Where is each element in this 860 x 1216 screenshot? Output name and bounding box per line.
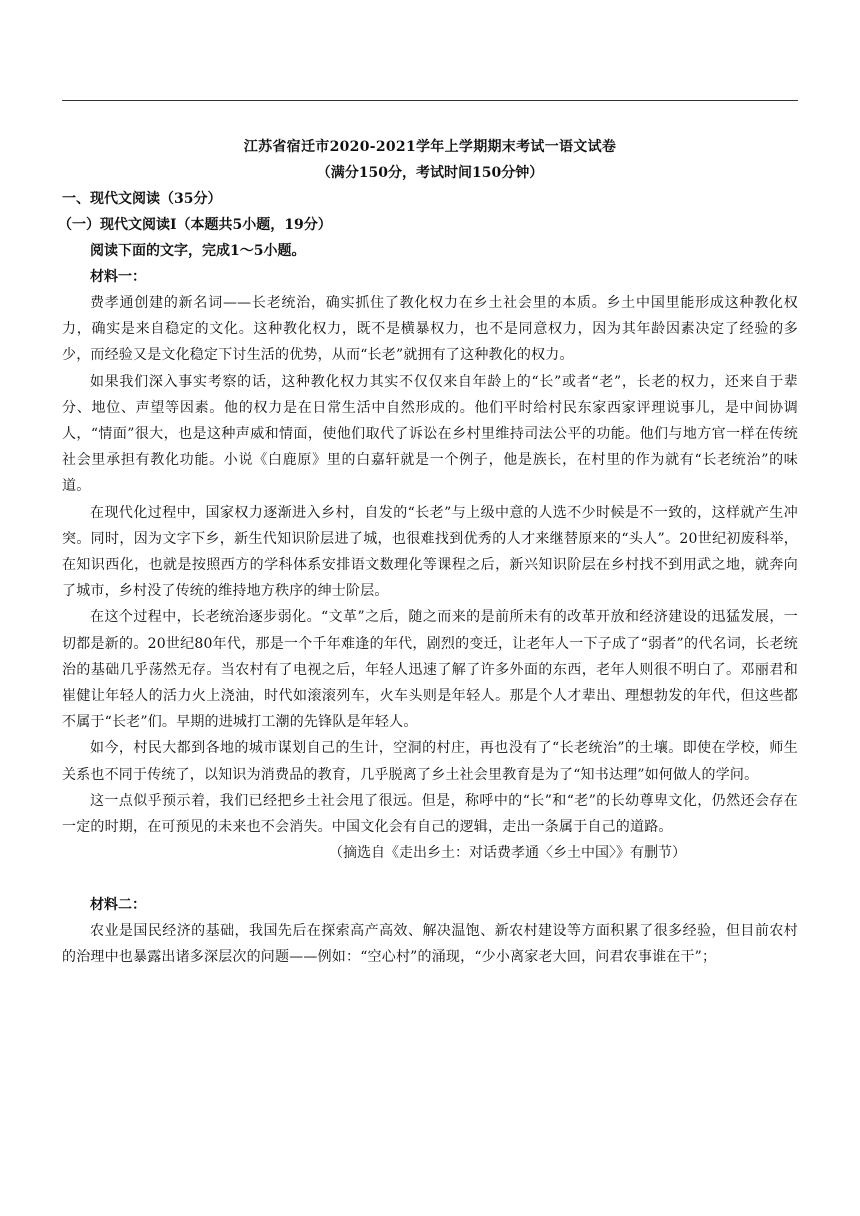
exam-page — [58, 134, 798, 971]
material-one-source: （摘选自《走出乡土：对话费孝通〈乡土中国〉》有删节） — [329, 845, 686, 862]
material-one-paragraph: 在这个过程中，长老统治逐步弱化。“文革”之后，随之而来的是前所未有的改革开放和经济建设的迅猛发展，一切都是新的。20世纪80年代，那是一个千年难逢的年代，剧烈的变迁，让老年人一下子成了“弱者”的代名词，长老统治的基础几乎荡然无存。当农村有了电视之后，年轻人迅速了解了许多外面的东西，老年人则很不明白了。邓丽君和崔健让年轻人的活力火上浇油，时代如滚滚列车，火车头则是年轻人。那是个人才辈出、理想勃发的年代，但这些都不属于“长老”们。早期的进城打工潮的先锋队是年轻人。 — [62, 609, 798, 731]
reading-instruction: 阅读下面的文字，完成1～5小题。 — [90, 243, 306, 259]
material-one-label: 材料一： — [90, 269, 146, 285]
section-heading: 一、现代文阅读（35分） — [62, 191, 222, 207]
material-one-paragraph: 如果我们深入事实考察的话，这种教化权力其实不仅仅来自年龄上的“长”或者“老”，长老的权力，还来自于辈分、地位、声望等因素。他的权力是在日常生活中自然形成的。他们平时给村民东家西家评理说事儿，是中间协调人，“情面”很大，也是这种声威和情面，使他们取代了诉讼在乡村里维持司法公平的功能。他们与地方官一样在传统社会里承担有教化功能。小说《白鹿原》里的白嘉轩就是一个例子，他是族长，在村里的作为就有“长老统治”的味道。 — [62, 373, 798, 495]
exam-title: 江苏省宿迁市2020-2021学年上学期期末考试一语文试卷 — [243, 139, 617, 155]
spacer — [62, 866, 798, 892]
material-one-paragraph: 这一点似乎预示着，我们已经把乡土社会甩了很远。但是，称呼中的“长”和“老”的长幼尊卑文化，仍然还会存在一定的时期，在可预见的未来也不会消失。中国文化会有自己的逻辑，走出一条属于自己的道路。 — [62, 792, 798, 836]
material-one-paragraph: 费孝通创建的新名词——长老统治，确实抓住了教化权力在乡土社会里的本质。乡土中国里能形成这种教化权力，确实是来自稳定的文化。这种教化权力，既不是横暴权力，也不是同意权力，因为其年龄因素决定了经验的多少，而经验又是文化稳定下讨生活的优势，从而“长老”就拥有了这种教化的权力。 — [62, 295, 798, 364]
material-one-paragraph: 在现代化过程中，国家权力逐渐进入乡村，自发的“长老”与上级中意的人选不少时候是不一致的，这样就产生冲突。同时，因为文字下乡，新生代知识阶层进了城，也很难找到优秀的人才来继替原来的“头人”。20世纪初废科举，在知识西化，也就是按照西方的学科体系安排语文数理化等课程之后，新兴知识阶层在乡村找不到用武之地，就奔向了城市，乡村没了传统的维持地方秩序的绅士阶层。 — [62, 504, 798, 600]
exam-subtitle: （满分150分，考试时间150分钟） — [316, 165, 544, 181]
material-two-label: 材料二： — [90, 897, 146, 914]
header-rule — [62, 100, 798, 101]
material-one-paragraph: 如今，村民大都到各地的城市谋划自己的生计，空洞的村庄，再也没有了“长老统治”的土壤。即使在学校，师生关系也不同于传统了，以知识为消费品的教育，几乎脱离了乡土社会里教育是为了“知书达理”如何做人的学问。 — [62, 740, 798, 783]
subsection-heading: （一）现代文阅读Ⅰ（本题共5小题，19分） — [58, 217, 332, 233]
material-two-paragraph: 农业是国民经济的基础，我国先后在探索高产高效、解决温饱、新农村建设等方面积累了很多经验，但目前农村的治理中也暴露出诸多深层次的问题——例如：“空心村”的涌现，“少小离家老大回，问君农事谁在干”； — [62, 923, 798, 966]
